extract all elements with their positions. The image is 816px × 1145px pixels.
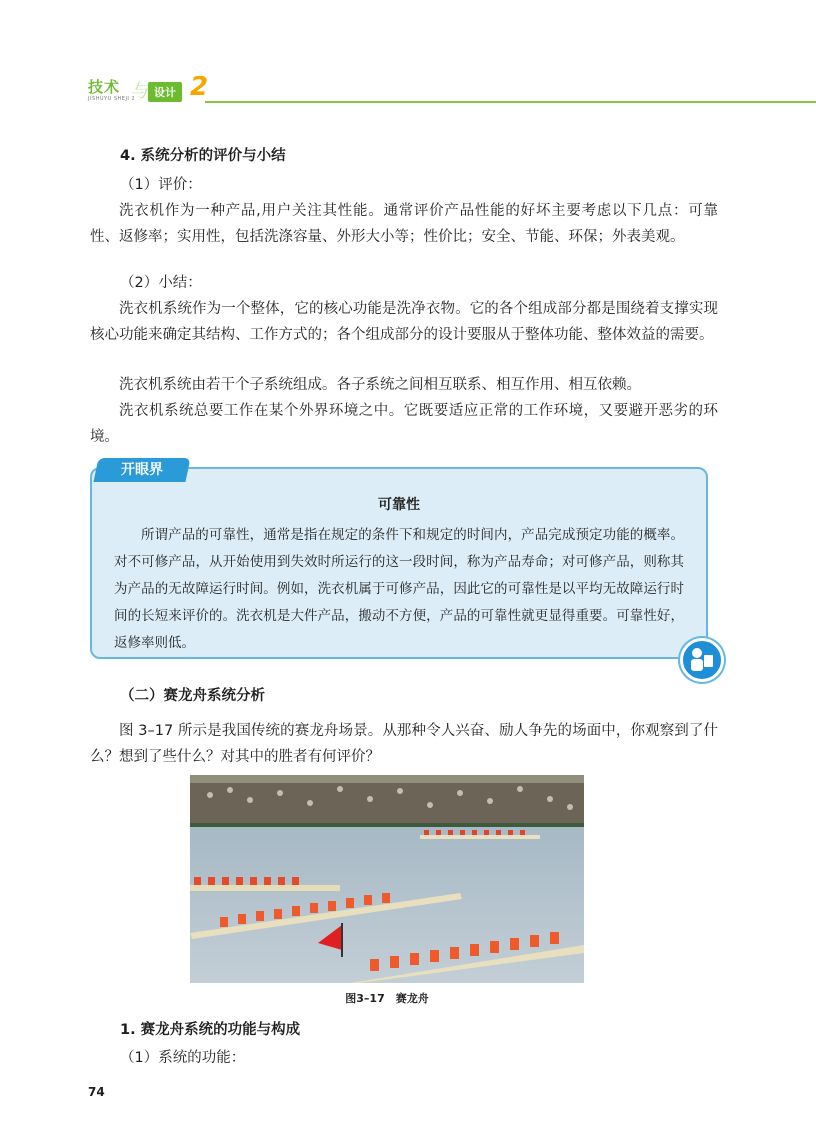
logo-design-text: 设计	[148, 82, 182, 102]
header-rule	[205, 101, 816, 103]
sub-heading-evaluation: （1）评价：	[120, 177, 202, 193]
paragraph-subsystems	[90, 372, 718, 398]
paragraph-dragon	[90, 718, 718, 770]
callout-tab-label: 开眼界	[121, 462, 163, 478]
page-number: 74	[88, 1085, 105, 1099]
paragraph-text: 洗衣机系统由若干个子系统组成。各子系统之间相互联系、相互作用、相互依赖。	[119, 377, 641, 393]
sub-heading-function: （1）系统的功能：	[120, 1050, 246, 1066]
paragraph-text: 图 3–17 所示是我国传统的赛龙舟场景。从那种令人兴奋、励人争先的场面中，你观察到了什么？想到了些什么？对其中的胜者有何评价？	[90, 723, 718, 765]
callout-body	[114, 522, 684, 657]
paragraph-text: 洗衣机作为一种产品,用户关注其性能。通常评价产品性能的好坏主要考虑以下几点：可靠性、返修率；实用性，包括洗涤容量、外形大小等；性价比；安全、节能、环保；外表美观。	[90, 203, 718, 245]
book-logo	[88, 74, 218, 106]
callout-tab	[93, 458, 190, 482]
section-heading: 4. 系统分析的评价与小结	[120, 148, 286, 164]
sub-heading-summary: （2）小结：	[120, 275, 202, 291]
logo-tech-text: 技术	[88, 78, 121, 96]
callout-text: 所谓产品的可靠性，通常是指在规定的条件下和规定的时间内，产品完成预定功能的概率。对不可修产品，从开始使用到失效时所运行的这一段时间，称为产品寿命；对可修产品，则称其为产品的无故障运行时间。例如，洗衣机属于可修产品，因此它的可靠性是以平均无故障运行时间的长短来评价的。洗衣机是大件产品，搬动不方便，产品的可靠性就更显得重要。可靠性好，返修率则低。	[114, 527, 684, 651]
sub-section-heading: 1. 赛龙舟系统的功能与构成	[120, 1022, 301, 1038]
paragraph-environment	[90, 398, 718, 450]
logo-number: 2	[190, 72, 209, 102]
section-heading-dragon: （二）赛龙舟系统分析	[120, 688, 265, 704]
paragraph-summary	[90, 296, 718, 348]
figure-caption: 图3–17 赛龙舟	[345, 992, 429, 1005]
callout-title: 可靠性	[378, 497, 420, 513]
reader-icon	[680, 638, 724, 682]
logo-subtitle: JISHUYU SHEJI 2	[88, 96, 136, 102]
logo-and-text: 与	[130, 81, 148, 102]
paragraph-text: 洗衣机系统作为一个整体，它的核心功能是洗净衣物。它的各个组成部分都是围绕着支撑实现核心功能来确定其结构、工作方式的；各个组成部分的设计要服从于整体功能、整体效益的需要。	[90, 301, 718, 343]
paragraph-evaluation	[90, 198, 718, 250]
paragraph-text: 洗衣机系统总要工作在某个外界环境之中。它既要适应正常的工作环境，又要避开恶劣的环境。	[90, 403, 718, 445]
dragon-boat-photo	[190, 775, 584, 983]
